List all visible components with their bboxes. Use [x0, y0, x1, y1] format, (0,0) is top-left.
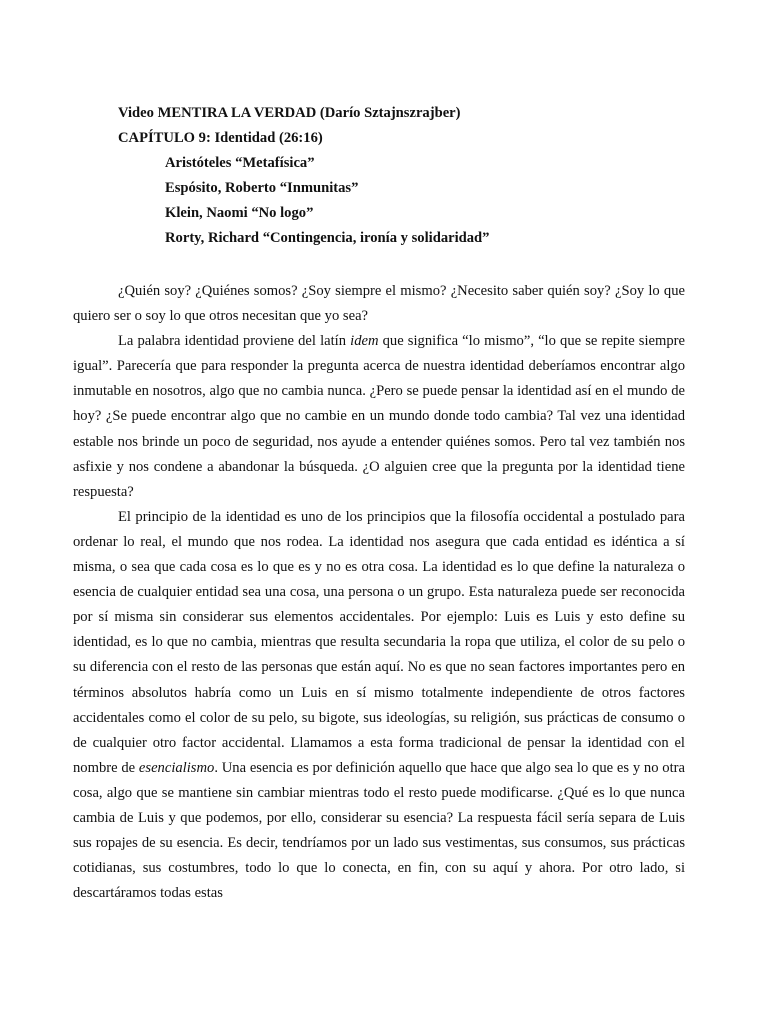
paragraph-2-emphasis: idem: [350, 333, 379, 350]
paragraph-3: [73, 505, 685, 907]
paragraph-3-text: El principio de la identidad es uno de los principios que la filosofía occidental a postulado para ordenar lo real, el mundo que nos rodea. La identidad nos asegura que cada entidad es idéntica a sí misma, o sea que cada cosa es lo que es y no es otra cosa. La identidad es lo que define la naturaleza o esencia de cualquier entidad sea una cosa, una persona o un grupo. Esta naturaleza puede ser reconocida por sí misma sin considerar sus elementos accidentales. Por ejemplo: Luis es Luis y esto define su identidad, es lo que no cambia, mientras que resulta secundaria la ropa que utiliza, el color de su pelo o su diferencia con el resto de las personas que están aquí. No es que no sean factores importantes pero en términos absolutos habría como un Luis en sí mismo totalmente independiente de otros factores accidentales como el color de su pelo, su bigote, sus ideologías, su religión, sus prácticas de consumo o de cualquier otro factor accidental. Llamamos a esta forma tradicional de pensar la identidad con el nombre de: [73, 508, 685, 776]
paragraph-3-text-cont: . Una esencia es por definición aquello que hace que algo sea lo que es y no otra cosa, algo que se mantiene sin cambiar mientras todo el resto puede modificarse. ¿Qué es lo que nunca cambia de Luis y que podemos, por ello, considerar su esencia? La respuesta fácil sería separa de Luis sus ropajes de su esencia. Es decir, tendríamos por un lado sus vestimentas, sus consumos, sus prácticas cotidianas, sus costumbres, todo lo que lo conecta, en fin, con su aquí y ahora. Por otro lado, si descartáramos todas estas: [73, 759, 685, 902]
reference-item: Rorty, Richard “Contingencia, ironía y solidaridad”: [165, 230, 490, 246]
chapter-title: CAPÍTULO 9: Identidad (26:16): [118, 130, 323, 146]
paragraph-3-emphasis: esencialismo: [138, 759, 215, 776]
paragraph-2-text-cont: que significa “lo mismo”, “lo que se repite siempre igual”. Parecería que para responder la pregunta acerca de nuestra identidad deberíamos encontrar algo inmutable en nosotros, algo que no cambia nunca. ¿Pero se puede pensar la identidad así en el mundo de hoy? ¿Se puede encontrar algo que no cambie en un mundo donde todo cambia? Tal vez una identidad estable nos brinde un poco de seguridad, nos ayude a entender quiénes somos. Pero tal vez también nos asfixie y nos condene a abandonar la búsqueda. ¿O alguien cree que la pregunta por la identidad tiene respuesta?: [73, 333, 685, 500]
reference-item: Aristóteles “Metafísica”: [165, 155, 315, 171]
paragraph-2: [73, 329, 685, 505]
paragraph-1: ¿Quién soy? ¿Quiénes somos? ¿Soy siempre el mismo? ¿Necesito saber quién soy? ¿Soy lo que quiero ser o soy lo que otros necesitan que yo sea?: [73, 283, 685, 325]
reference-item: Espósito, Roberto “Inmunitas”: [165, 180, 359, 196]
document-heading: [118, 101, 718, 251]
paragraph-2-text: La palabra identidad proviene del latín: [118, 333, 351, 350]
reference-item: Klein, Naomi “No logo”: [165, 205, 314, 221]
document-body: [73, 279, 685, 906]
document-title: Video MENTIRA LA VERDAD (Darío Sztajnszrajber): [118, 105, 461, 121]
